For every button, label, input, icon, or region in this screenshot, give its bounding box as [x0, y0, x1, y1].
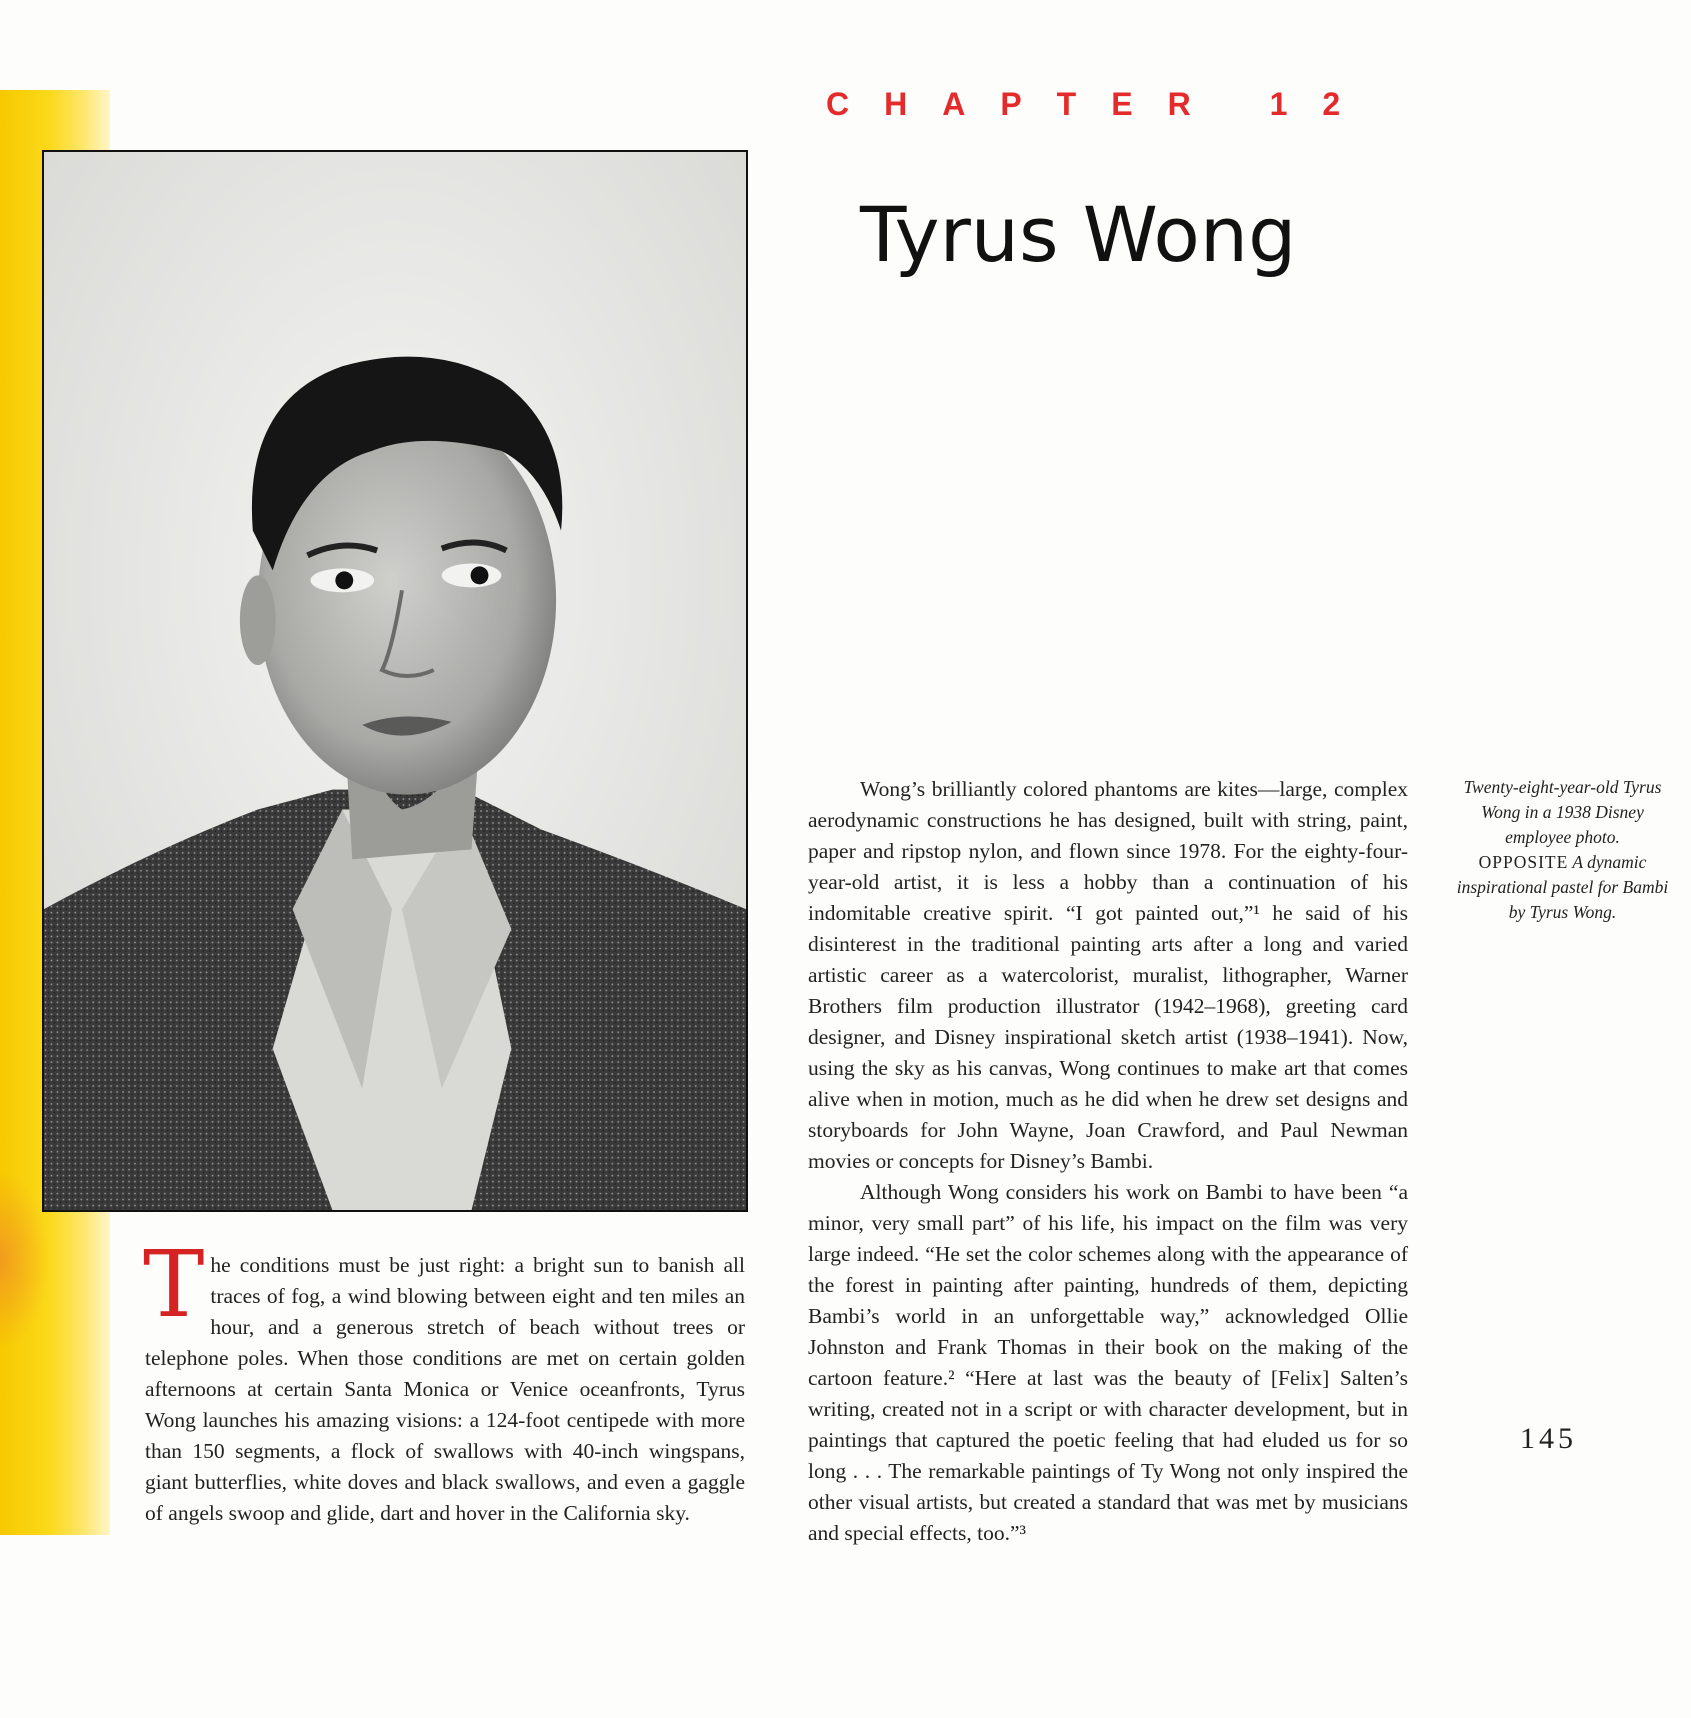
caption-opposite-text: A dynamic inspirational pastel for Bambi by Tyrus Wong. — [1456, 852, 1669, 922]
intro-column — [143, 1231, 745, 1529]
intro-paragraph — [143, 1231, 745, 1529]
page-number: 145 — [1520, 1422, 1577, 1455]
body-paragraph-2: Although Wong considers his work on Bambi to have been “a minor, very small part” of his life, his impact on the film was very large indeed. “He set the color schemes along with the appearance of the forest in painting after painting, hundreds of them, depicting Bambi’s world in an unforgettable way,” acknowledged Ollie Johnston and Frank Thomas in their book on the making of the cartoon feature.² “Here at last was the beauty of [Felix] Salten’s writing, created not in a script or with character development, but in paintings that captured the poetic feeling that had eluded us for so long . . . The remarkable paintings of Ty Wong not only inspired the other visual artists, but created a standard that was met by musicians and special effects, too.”³ — [808, 1180, 1408, 1545]
intro-text: he conditions must be just right: a bright sun to banish all traces of fog, a wind blowing between eight and ten miles an hour, and a generous stretch of beach without trees or telephone poles. When those conditions are met on certain golden afternoons at certain Santa Monica or Venice oceanfronts, Tyrus Wong launches his amazing visions: a 124-foot centipede with more than 150 segments, a flock of swallows with 40-inch wingspans, giant butterflies, white doves and black swallows, and even a gaggle of angels swoop and glide, dart and hover in the California sky. — [145, 1253, 745, 1525]
drop-cap: T — [143, 1231, 205, 1338]
caption-photo-text: Twenty-eight-year-old Tyrus Wong in a 1938 Disney employee photo. — [1463, 777, 1662, 847]
photo-caption — [1455, 775, 1670, 925]
body-column — [808, 774, 1408, 1549]
chapter-title: Tyrus Wong — [860, 190, 1297, 279]
body-paragraph-1: Wong’s brilliantly colored phantoms are kites—large, complex aerodynamic constructions he has designed, built with string, paint, paper and ripstop nylon, and flown since 1978. For the eighty-four-year-old artist, it is less a hobby than a continuation of his indomitable creative spirit. “I got painted out,”¹ he said of his disinterest in the traditional painting arts after a long and varied artistic career as a watercolorist, muralist, lithographer, Warner Brothers film production illustrator (1942–1968), greeting card designer, and Disney inspirational sketch artist (1938–1941). Now, using the sky as his canvas, Wong continues to make art that comes alive when in motion, much as he did when he drew set designs and storyboards for John Wayne, Joan Crawford, and Paul Newman movies or concepts for Disney’s Bambi. — [808, 777, 1408, 1173]
caption-opposite-label: OPPOSITE — [1478, 852, 1569, 872]
chapter-label: CHAPTER 12 — [826, 86, 1376, 122]
portrait-illustration — [44, 152, 746, 1210]
portrait-photo — [42, 150, 748, 1212]
